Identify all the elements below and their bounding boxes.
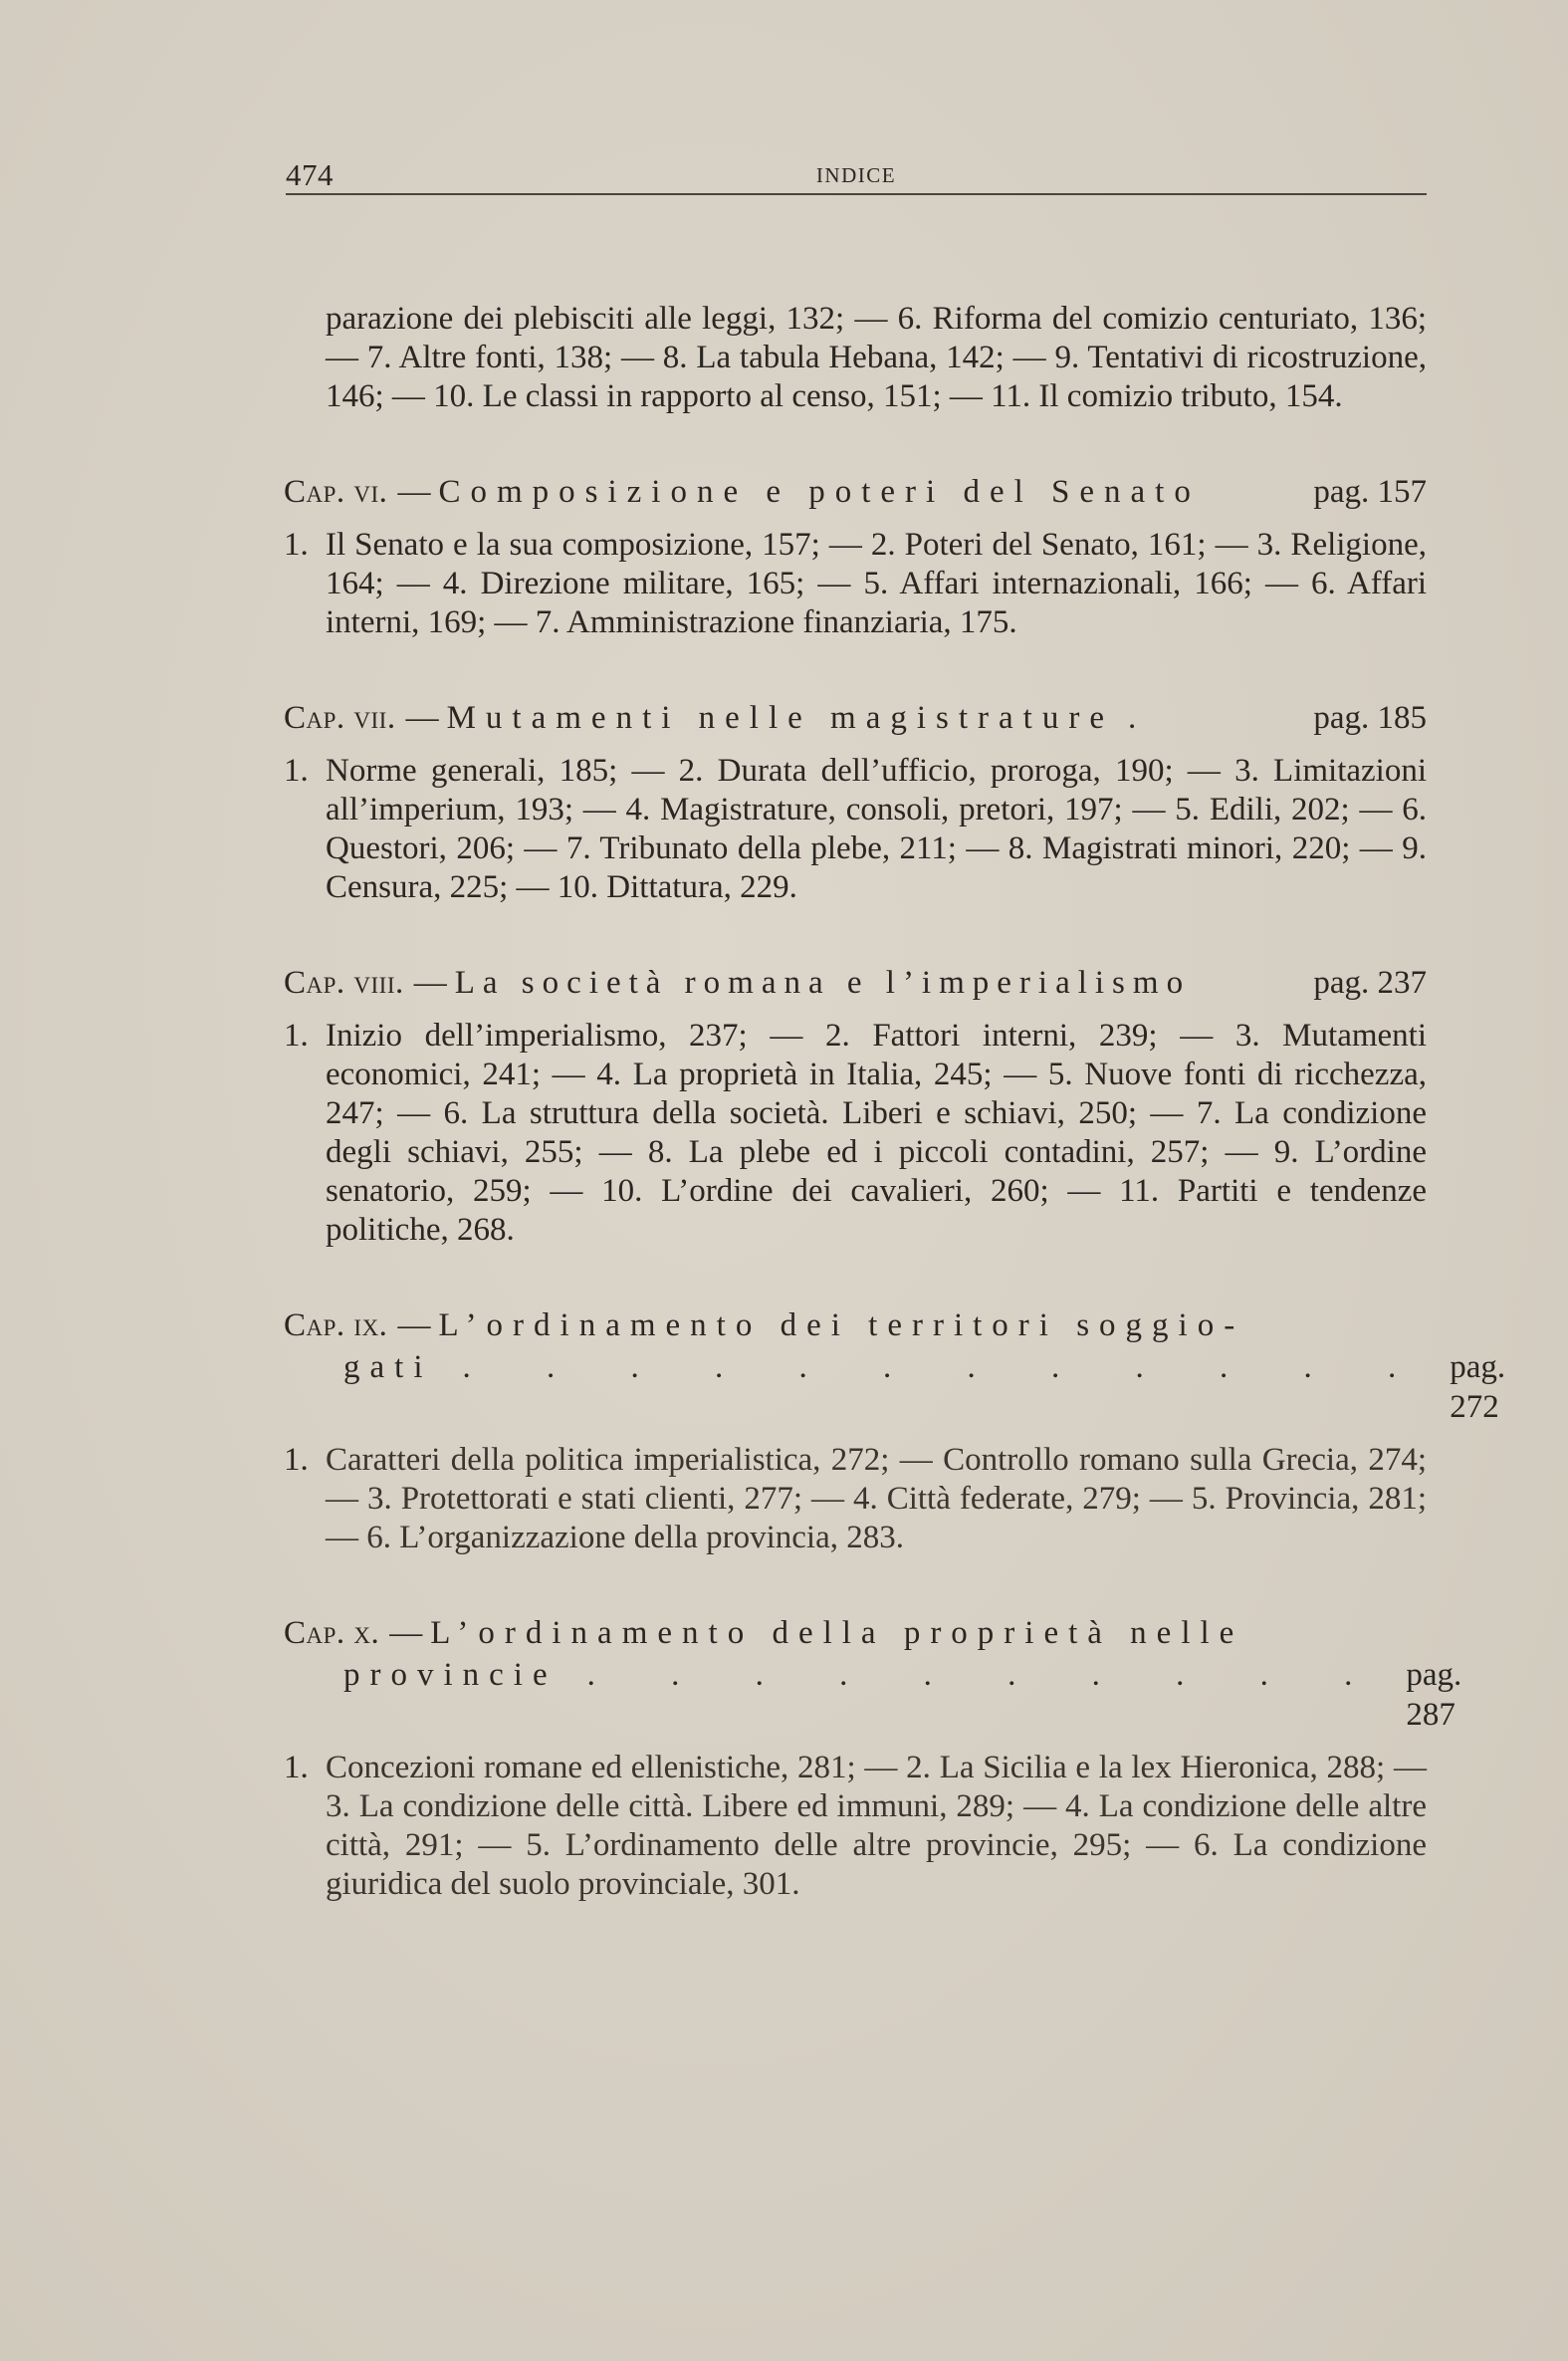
chapter-heading [284, 472, 1427, 512]
section-list: Il Senato e la sua composizione, 157; — 2. Poteri del Senato, 161; — 3. Religione, 164; — 4. Direzione militare, 165; — 5. Affari internazionali, 166; — 6. Affari interni, 169; — 7. Amministrazione finanziaria, 175. [326, 527, 1427, 640]
chapter-heading [284, 1613, 1462, 1735]
chapter-entry-viii [284, 963, 1427, 1250]
page-number: 474 [286, 157, 334, 192]
section-number: 1. [284, 753, 309, 789]
chapter-title-line1: L’ordinamento dei territori soggio- [438, 1307, 1245, 1343]
chapter-page-ref: pag. 157 [1313, 474, 1427, 510]
chapter-dash: — [397, 474, 431, 510]
chapter-title: Mutamenti nelle magistrature [446, 700, 1114, 736]
section-list: Inizio dell’imperialismo, 237; — 2. Fattori interni, 239; — 3. Mutamenti economici, 241; — 4. La proprietà in Italia, 245; — 5. Nuove fonti di ricchezza, 247; — 6. La struttura della società. Liberi e schiavi, 250; — 7. La condizione degli schiavi, 255; — 8. La plebe ed i piccoli contadini, 257; — 9. L’ordine senatorio, 259; — 10. L’ordine dei cavalieri, 260; — 11. Partiti e tendenze politiche, 268. [326, 1018, 1427, 1248]
chapter-dash: — [413, 965, 447, 1001]
chapter-title: Composizione e poteri del Senato [438, 474, 1201, 510]
chapter-number: Cap. ix. [284, 1307, 388, 1343]
chapter-page-ref: pag. 272 [1450, 1349, 1506, 1425]
chapter-heading [284, 1305, 1506, 1427]
chapter-entry-ix [284, 1305, 1506, 1557]
chapter-entry-vi [284, 472, 1427, 642]
chapter-dash: — [405, 700, 439, 736]
running-title: INDICE [815, 163, 897, 187]
chapter-number: Cap. viii. [284, 965, 404, 1001]
dot-leaders: . . . . . . . . . . [586, 1657, 1387, 1693]
chapter-title-line1: L’ordinamento della proprietà nelle [430, 1615, 1244, 1651]
chapter-title-line2: gati [343, 1349, 433, 1385]
chapter-contents [284, 1749, 1427, 1904]
section-list: Concezioni romane ed ellenistiche, 281; — 2. La Sicilia e la lex Hieronica, 288; — 3. La condizione delle città. Libere ed immuni, 289; — 4. La condizione delle altre città, 291; — 5. L’ordinamento delle altre provincie, 295; — 6. La condizione giuridica del suolo provinciale, 301. [326, 1750, 1427, 1902]
section-number: 1. [284, 1442, 309, 1478]
chapter-entry-vii [284, 698, 1427, 907]
chapter-page-ref: pag. 287 [1406, 1657, 1462, 1733]
chapter-dash: — [397, 1307, 431, 1343]
book-page [284, 149, 1506, 1904]
dot-leaders: . . . . . . . . . . . . [462, 1349, 1431, 1385]
chapter-number: Cap. x. [284, 1615, 380, 1651]
chapter-contents [284, 1017, 1427, 1250]
chapter-number: Cap. vi. [284, 474, 388, 510]
section-list: Norme generali, 185; — 2. Durata dell’ufficio, proroga, 190; — 3. Limitazioni all’imperium, 193; — 4. Magistrature, consoli, pretori, 197; — 5. Edili, 202; — 6. Questori, 206; — 7. Tribunato della plebe, 211; — 8. Magistrati minori, 220; — 9. Censura, 225; — 10. Dittatura, 229. [326, 753, 1427, 905]
chapter-page-ref: pag. 185 [1313, 700, 1427, 736]
index-body [284, 300, 1506, 1904]
section-number: 1. [284, 1750, 309, 1785]
chapter-contents [284, 752, 1427, 907]
section-list: Caratteri della politica imperialistica, 272; — Controllo romano sulla Grecia, 274; — 3. Protettorati e stati clienti, 277; — 4. Città federate, 279; — 5. Provincia, 281; — 6. L’organizzazione della provincia, 283. [326, 1442, 1427, 1555]
chapter-title: La società romana e l’imperialismo [454, 965, 1192, 1001]
chapter-heading [284, 698, 1427, 738]
running-header [286, 149, 1427, 195]
chapter-number: Cap. vii. [284, 700, 396, 736]
chapter-contents [284, 526, 1427, 642]
chapter-title-line2: provincie [343, 1657, 558, 1693]
continued-contents: parazione dei plebisciti alle leggi, 132; — 6. Riforma del comizio centuriato, 136; — 7. Altre fonti, 138; — 8. La tabula Hebana, 142; — 9. Tentativi di ricostruzione, 146; — 10. Le classi in rapporto al censo, 151; — 11. Il comizio tributo, 154. [326, 301, 1427, 414]
chapter-contents [284, 1441, 1427, 1557]
chapter-page-ref: pag. 237 [1313, 965, 1427, 1001]
chapter-heading [284, 963, 1427, 1003]
chapter-dash: — [389, 1615, 423, 1651]
chapter-entry-x [284, 1613, 1462, 1904]
section-number: 1. [284, 1018, 309, 1054]
dot-leader: . [1127, 700, 1137, 736]
section-number: 1. [284, 527, 309, 563]
